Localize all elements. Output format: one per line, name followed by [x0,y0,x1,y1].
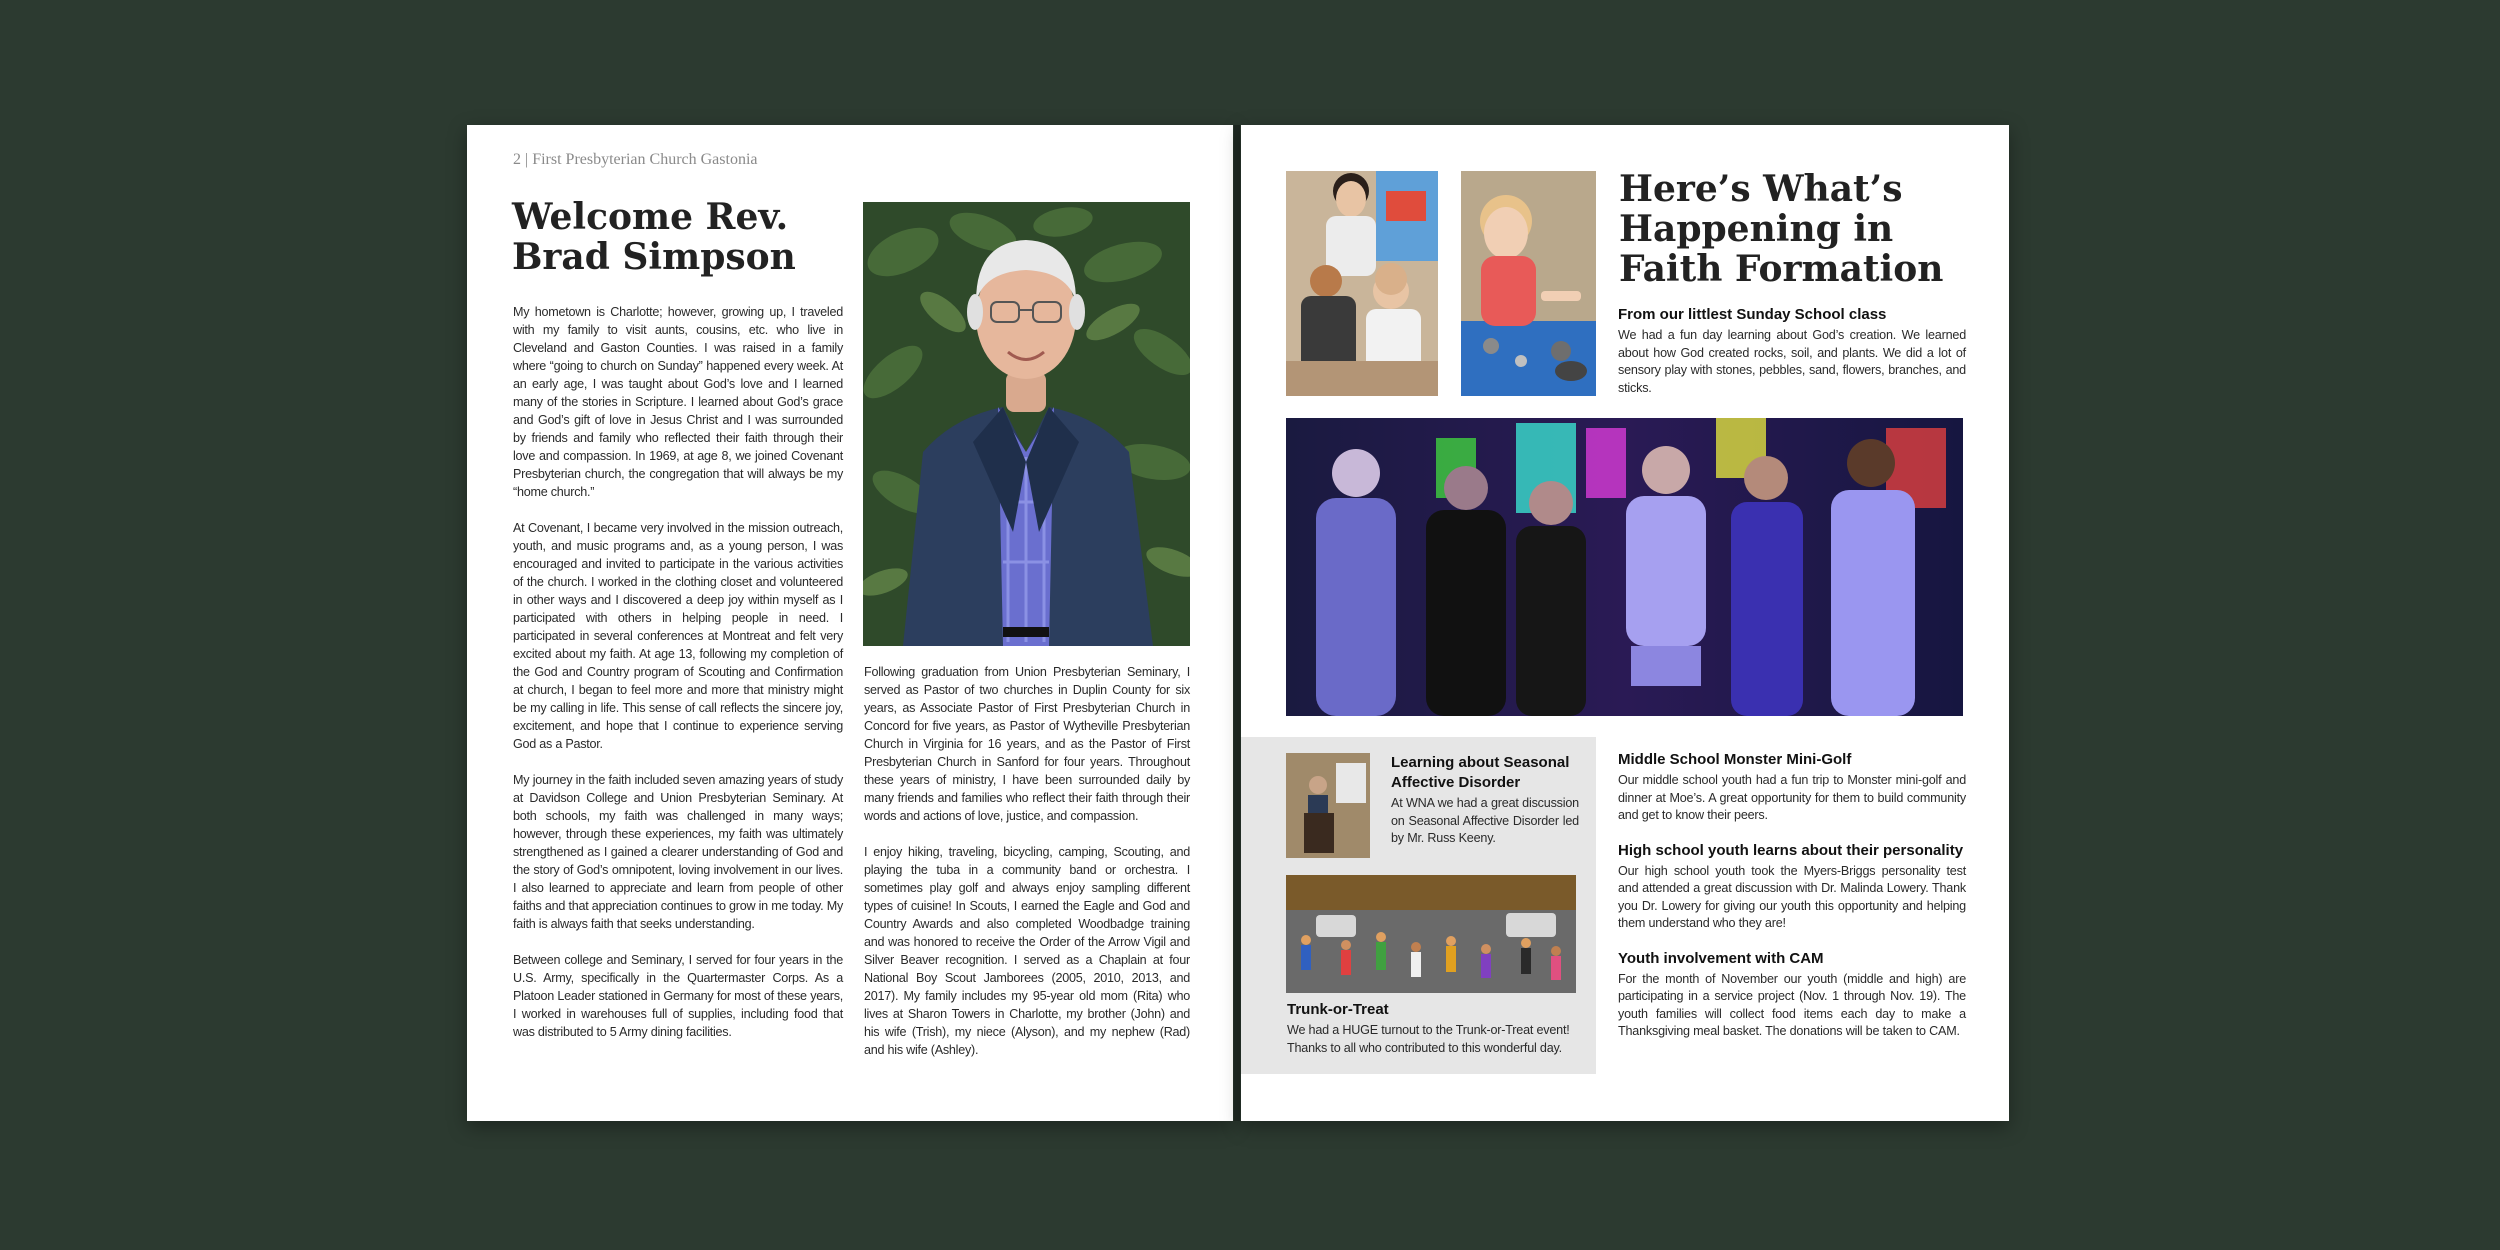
item-heading: High school youth learns about their personality [1618,841,1964,859]
paragraph: My hometown is Charlotte; however, growing up, I traveled with my family to visit aunts, cousins, etc. who live in Cleveland and Gaston Counties. I was raised in a family where “going to church on Sunday” happened every week. At an early age, I was taught about God’s love and I learned many of the stories in Scripture. I learned about God’s grace and God’s gift of love in Jesus Christ and I was surrounded by friends and family who reflected their faith through their love and compassion. In 1969, at age 8, we joined Covenant Presbyterian church, the congregation that will always be my “home church.” [513,305,843,499]
item-heading: Learning about Seasonal Affective Disorder [1391,754,1570,791]
item-text: Our high school youth took the Myers-Briggs personality test and attended a great discussion with Dr. Malinda Lowery. Thank you Dr. Lowery for giving our youth this opportunity and helping them understand who they are! [1618,863,1966,930]
paragraph: I enjoy hiking, traveling, bicycling, camping, Scouting, and playing the tuba in a community band or orchestra. I sometimes play golf and always enjoy sampling different types of cuisine! In Scouts, I earned the Eagle and God and Country Awards and also completed Woodbadge training and was honored to receive the Order of the Arrow Vigil and Silver Beaver recognition. I served as a Chaplain at four National Boy Scout Jamborees (2005, 2010, 2013, and 2017). My family includes my 95-year old mom (Rita) who lives at Sharon Towers in Charlotte, my brother (John) and his wife (Trish), my niece (Alyson), and my nephew (Rad) and his wife (Ashley). [864,845,1190,1057]
trunk-or-treat-item [1287,1000,1587,1057]
title-line: Brad Simpson [512,236,796,278]
youth-news-list [1618,750,1966,1057]
trunk-or-treat-photo [1286,875,1576,993]
item-text: We had a HUGE turnout to the Trunk-or-Treat event! Thanks to all who contributed to this wonderful day. [1287,1023,1570,1055]
article-column-left [513,303,843,1059]
item-heading: From our littlest Sunday School class [1618,306,1887,323]
article-title [512,197,842,277]
title-line: Faith Formation [1619,248,1944,290]
paragraph: Following graduation from Union Presbyterian Seminary, I served as Pastor of two churches in Duplin County for six years, as Associate Pastor of First Presbyterian Church in Concord for five years, as Pastor of Wytheville Presbyterian Church in Virginia for 16 years, and as the Pastor of First Presbyterian Church in Sanford for four years. Throughout these years of ministry, I have been surrounded daily by many friends and families who reflect their faith through their words and actions of love, justice, and compassion. [864,665,1190,823]
article-column-right [864,663,1190,1077]
paragraph: At Covenant, I became very involved in the mission outreach, youth, and music programs and, as a young person, I was encouraged and invited to participate in the various activities of the church. I worked in the clothing closet and volunteered in other ways and I discovered a deep joy within myself as I participated with others in helping people in need. I participated in several conferences at Montreat and felt very excited about my faith. At age 13, following my completion of the God and Country program of Scouting and Confirmation at church, I began to feel more and more that ministry might be my calling in life. This sense of call reflects the sincere joy, excitement, and hope that I continue to experience serving God as a Pastor. [513,521,843,751]
item-text: Our middle school youth had a fun trip to Monster mini-golf and dinner at Moe’s. A great opportunity for them to build community and get to know their peers. [1618,773,1966,822]
item-heading: Youth involvement with CAM [1618,949,1824,967]
seasonal-item [1391,753,1579,848]
title-line: Welcome Rev. [512,196,789,238]
mini-golf-group-photo [1286,418,1963,716]
page-header: 2 | First Presbyterian Church Gastonia [513,151,758,168]
seasonal-talk-photo [1286,753,1370,858]
right-page [1241,125,2009,1121]
left-page [467,125,1233,1121]
sunday-school-item [1618,305,1966,397]
list-item [1618,841,1966,933]
title-line: Here’s What’s [1619,168,1903,210]
item-heading: Trunk-or-Treat [1287,1001,1389,1018]
sunday-school-photo-1 [1286,171,1438,396]
list-item [1618,949,1966,1041]
item-heading: Middle School Monster Mini-Golf [1618,751,1852,768]
sunday-school-photo-2 [1461,171,1596,396]
item-text: At WNA we had a great discussion on Seasonal Affective Disorder led by Mr. Russ Keeny. [1391,796,1579,845]
pastor-portrait-photo [863,202,1190,646]
paragraph: My journey in the faith included seven amazing years of study at Davidson College and Union Presbyterian Seminary. At both schools, my faith was challenged in many ways; however, through these experiences, my faith was ultimately strengthened as I gained a clearer understanding of God and the story of God’s omnipotent, loving involvement in our lives. I also learned to appreciate and learn from people of other faiths and that appreciation continues to grow in me today. My faith is always faith that seeks understanding. [513,773,843,931]
list-item [1618,750,1966,825]
title-line: Happening in [1619,208,1894,250]
book-spine [1234,125,1240,1121]
paragraph: Between college and Seminary, I served for four years in the U.S. Army, specifically in the Quartermaster Corps. As a Platoon Leader stationed in Germany for most of these years, I worked in warehouses full of supplies, including food that was distributed to 5 Army dining facilities. [513,953,843,1039]
section-title [1619,169,1979,289]
item-text: We had a fun day learning about God’s creation. We learned about how God created rocks, soil, and plants. We did a lot of sensory play with stones, pebbles, sand, flowers, branches, and sticks. [1618,328,1966,395]
item-text: For the month of November our youth (middle and high) are participating in a service project (Nov. 1 through Nov. 19). The youth families will collect food items each day to make a Thanksgiving meal basket. The donations will be taken to CAM. [1618,971,1966,1038]
